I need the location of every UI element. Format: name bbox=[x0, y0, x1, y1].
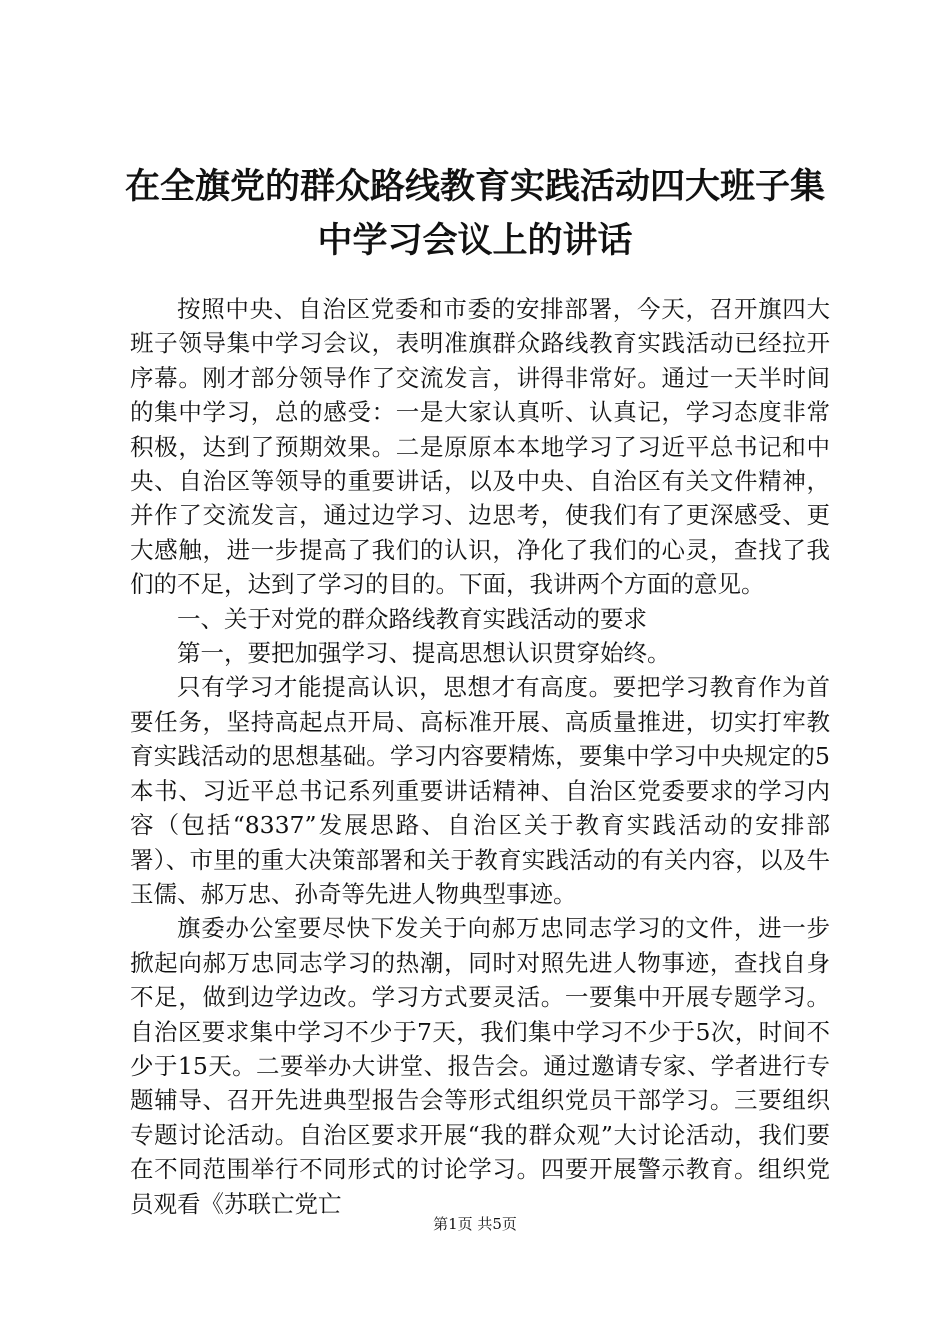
paragraph-study: 只有学习才能提高认识，思想才有高度。要把学习教育作为首要任务，坚持高起点开局、高标准开展、高质量推进，切实打牢教育实践活动的思想基础。学习内容要精炼，要集中学习中央规定的5本书、习近平总书记系列重要讲话精神、自治区党委要求的学习内容（包括“8337”发展思路、自治区关于教育实践活动的安排部署）、市里的重大决策部署和关于教育实践活动的有关内容，以及牛玉儒、郝万忠、孙奇等先进人物典型事迹。 bbox=[130, 673, 830, 908]
section-heading: 一、关于对党的群众路线教育实践活动的要求 bbox=[177, 604, 647, 633]
page-number-footer: 第1页 共5页 bbox=[433, 1215, 517, 1233]
paragraph-intro: 按照中央、自治区党委和市委的安排部署，今天，召开旗四大班子领导集中学习会议，表明准旗群众路线教育实践活动已经拉开序幕。刚才部分领导作了交流发言，讲得非常好。通过一天半时间的集中学习，总的感受：一是大家认真听、认真记，学习态度非常积极，达到了预期效果。二是原原本本地学习了习近平总书记和中央、自治区等领导的重要讲话，以及中央、自治区有关文件精神，并作了交流发言，通过边学习、边思考，使我们有了更深感受、更大感触，进一步提高了我们的认识，净化了我们的心灵，查找了我们的不足，达到了学习的目的。下面，我讲两个方面的意见。 bbox=[130, 295, 830, 599]
paragraph-office: 旗委办公室要尽快下发关于向郝万忠同志学习的文件，进一步掀起向郝万忠同志学习的热潮，同时对照先进人物事迹，查找自身不足，做到边学边改。学习方式要灵活。一要集中开展专题学习。自治区要求集中学习不少于7天，我们集中学习不少于5次，时间不少于15天。二要举办大讲堂、报告会。通过邀请专家、学者进行专题辅导、召开先进典型报告会等形式组织党员干部学习。三要组织专题讨论活动。自治区要求开展“我的群众观”大讨论活动，我们要在不同范围举行不同形式的讨论学习。四要开展警示教育。组织党员观看《苏联亡党亡 bbox=[130, 914, 830, 1218]
document-title: 在全旗党的群众路线教育实践活动四大班子集中学习会议上的讲话 bbox=[124, 166, 825, 261]
subsection-heading: 第一，要把加强学习、提高思想认识贯穿始终。 bbox=[177, 639, 671, 668]
document-body bbox=[130, 292, 830, 1221]
